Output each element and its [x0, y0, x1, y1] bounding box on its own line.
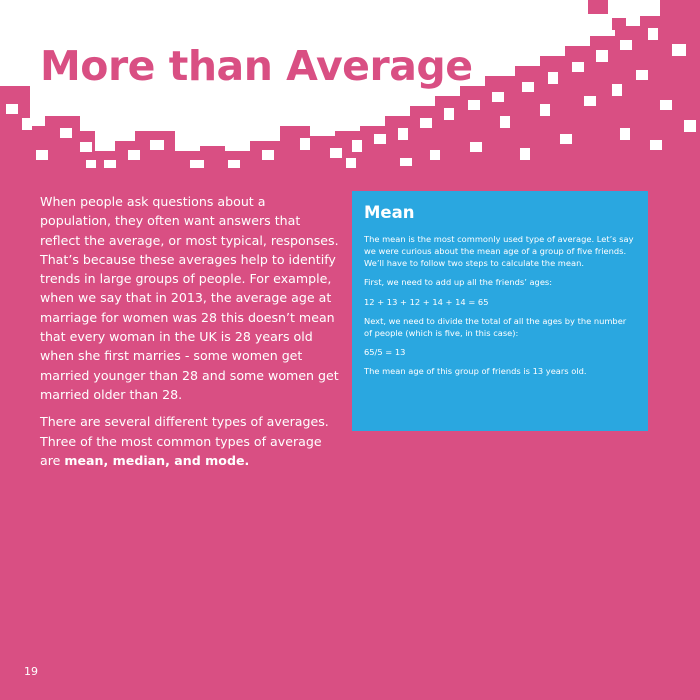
skyline-pixel [666, 70, 700, 86]
skyline-window [492, 92, 504, 102]
skyline-window [398, 128, 408, 140]
skyline-column [45, 116, 80, 171]
skyline-window [520, 148, 530, 160]
mean-box-intro: The mean is the most commonly used type of average. Let’s say we were curious about the mean age of a group of five friends. We’ll have to follow two steps to calculate the mean. [364, 233, 634, 269]
skyline-window [470, 142, 482, 152]
mean-box-sum: 12 + 13 + 12 + 14 + 14 = 65 [364, 296, 489, 307]
skyline-column [360, 126, 385, 171]
mean-box-step1: First, we need to add up all the friends’ ages: [364, 277, 553, 288]
skyline-column [30, 126, 45, 171]
types-paragraph-bold: mean, median, and mode. [64, 452, 250, 468]
skyline-window [80, 142, 92, 152]
skyline-window [346, 158, 356, 168]
skyline-window [468, 100, 480, 110]
skyline-pixel [612, 18, 626, 30]
mean-box-heading: Mean [364, 203, 415, 222]
mean-info-box [352, 191, 648, 431]
skyline-window [60, 128, 72, 138]
skyline-window [522, 82, 534, 92]
skyline-window [374, 134, 386, 144]
page-number: 19 [24, 665, 38, 678]
intro-paragraph: When people ask questions about a population, they often want answers that reflect the average, or most typical, responses. That’s because these averages help to identify trends in large groups of people. For example, when we say that in 2013, the average age at marriage for women was 28 this doesn’t mean that every woman in the UK is 28 years old when she first marries - some women get married younger than 28 and some women get married older than 28. [40, 194, 339, 402]
page-title: More than Average [40, 42, 473, 90]
skyline-window [330, 148, 342, 158]
skyline-window [22, 118, 32, 130]
skyline-window [228, 160, 240, 168]
skyline-window [620, 40, 632, 50]
mean-box-step2: Next, we need to divide the total of all the ages by the number of people (which is five, in this case): [364, 315, 627, 339]
skyline-window [636, 70, 648, 80]
skyline-pixel [646, 52, 662, 66]
types-paragraph-text: There are several different types of averages. Three of the most common types of average are [40, 414, 329, 468]
skyline-window [650, 140, 662, 150]
skyline-window [352, 140, 362, 152]
skyline-window [500, 116, 510, 128]
skyline-window [560, 134, 572, 144]
types-paragraph [40, 412, 340, 470]
skyline-window [620, 128, 630, 140]
main-text-column [40, 192, 340, 478]
skyline-window [430, 150, 440, 160]
skyline-window [540, 104, 550, 116]
skyline-window [684, 120, 696, 132]
skyline-window [86, 160, 96, 168]
skyline-window [400, 158, 412, 166]
skyline-window [584, 96, 596, 106]
skyline-window [262, 150, 274, 160]
mean-box-division: 65/5 = 13 [364, 347, 406, 358]
skyline-window [444, 108, 454, 120]
skyline-window [420, 118, 432, 128]
skyline-pixel [588, 0, 608, 14]
skyline-window [548, 72, 558, 84]
skyline-window [190, 160, 204, 168]
skyline-window [660, 100, 672, 110]
skyline-column [460, 86, 485, 171]
skyline-column [135, 131, 175, 171]
skyline-window [648, 28, 658, 40]
skyline-window [128, 150, 140, 160]
skyline-window [36, 150, 48, 160]
skyline-window [572, 62, 584, 72]
skyline-window [672, 44, 686, 56]
skyline-column [410, 106, 435, 171]
skyline-window [300, 138, 310, 150]
skyline-window [612, 84, 622, 96]
mean-box-result: The mean age of this group of friends is 13 years old. [364, 366, 587, 377]
skyline-window [104, 160, 116, 168]
skyline-window [6, 104, 18, 114]
skyline-window [150, 140, 164, 150]
skyline-window [596, 50, 608, 62]
